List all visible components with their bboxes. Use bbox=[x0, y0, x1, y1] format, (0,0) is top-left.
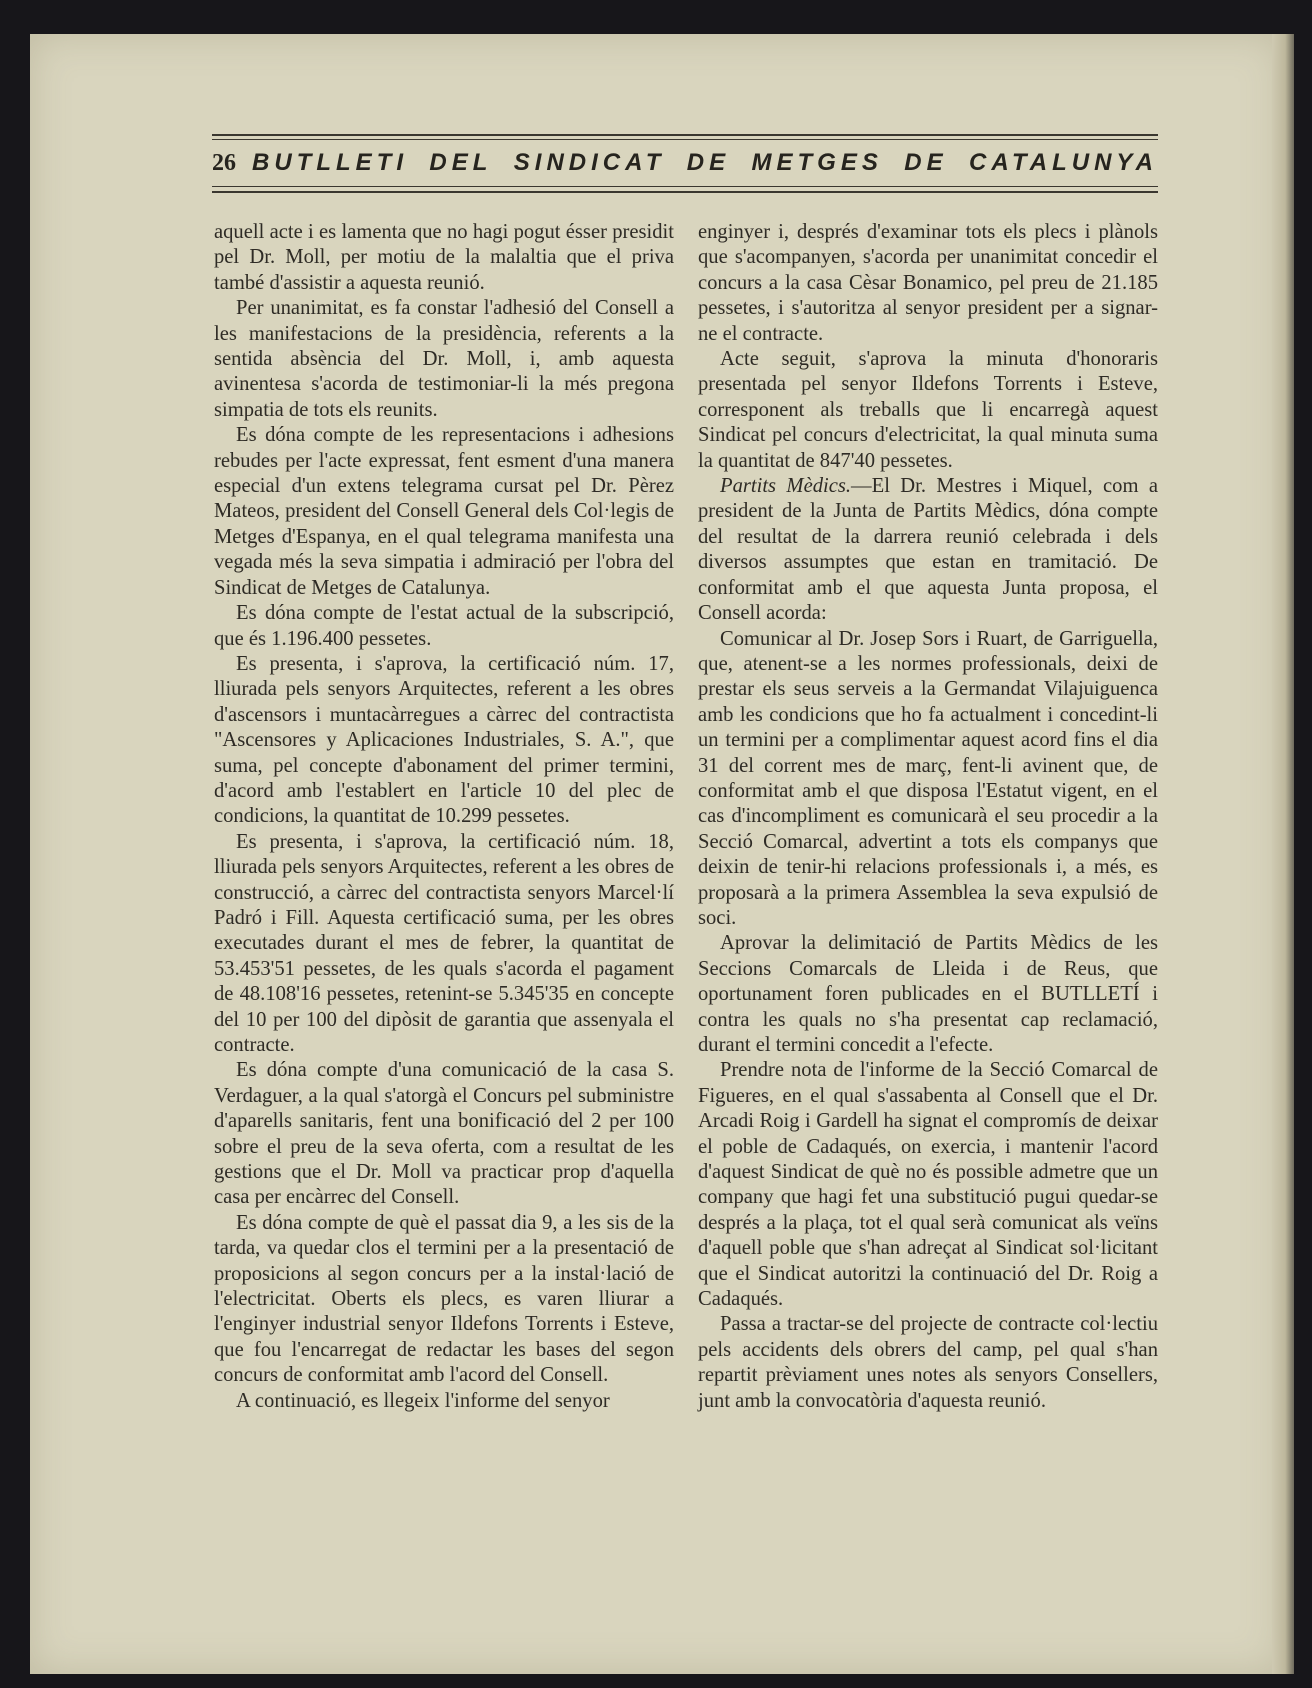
title-word: CATALUNYA bbox=[969, 149, 1158, 176]
header-rule-top-thin bbox=[212, 139, 1158, 140]
paragraph: Passa a tractar-se del projecte de contracte col·lectiu pels accidents dels obrers del camp, pel qual s'han repartit prèviament unes notes als senyors Consellers, junt amb la convocatòria d'aquesta reunió. bbox=[698, 1313, 1158, 1412]
header-row bbox=[212, 147, 1158, 179]
right-column bbox=[698, 220, 1158, 1414]
title-word: DEL bbox=[429, 149, 493, 176]
title-word: BUTLLETI bbox=[252, 149, 408, 176]
header-rule-bottom-thin bbox=[212, 186, 1158, 187]
header-rule-top bbox=[212, 134, 1158, 136]
paragraph: Prendre nota de l'informe de la Secció Comarcal de Figueres, en el qual s'assabenta al Consell que el Dr. Arcadi Roig i Gardell ha signat el compromís de deixar el poble de Cadaqués, on exercia, i mantenir l'acord d'aquest Sindicat de què no és possible admetre que un company que hagi fet una substitució pugui quedar-se després a la plaça, tot el qual serà comunicat als veïns d'aquell poble que s'han adreçat al Sindicat sol·licitant que el Sindicat autoritzi la continuació del Dr. Roig a Cadaqués. bbox=[698, 1059, 1158, 1311]
paragraph: Es dóna compte de l'estat actual de la subscripció, que és 1.196.400 pessetes. bbox=[214, 602, 674, 650]
section-paragraph bbox=[698, 474, 1158, 626]
paragraph: Es dóna compte de les representacions i adhesions rebudes per l'acte expressat, fent esment d'una manera especial d'un extens telegrama cursat pel Dr. Pèrez Mateos, president del Consell General dels Col·legis de Metges d'Espanya, en el qual telegrama manifesta una vegada més la seva simpatia i admiració per l'obra del Sindicat de Metges de Catalunya. bbox=[214, 424, 674, 599]
title-word: DE bbox=[904, 149, 948, 176]
publication-title bbox=[252, 149, 1158, 177]
paragraph: Comunicar al Dr. Josep Sors i Ruart, de Garriguella, que, atenent-se a les normes professionals, deixi de prestar els seus serveis a la Germandat Vilajuiguenca amb les condicions que ho fa actualment i concedint-li un termini per a complimentar aquest acord fins el dia 31 del corrent mes de març, fent-li avinent que, de conformitat amb el que disposa l'Estatut vigent, en el cas d'incompliment es comunicarà el seu procedir a la Secció Comarcal, advertint a tots els companys que deixin de tenir-hi relacions professionals i, a més, es proposarà a la primera Assemblea la seva expulsió de soci. bbox=[698, 627, 1158, 929]
paragraph: Acte seguit, s'aprova la minuta d'honoraris presentada pel senyor Ildefons Torrents i Esteve, corresponent als treballs que li encarregà aquest Sindicat pel concurs d'electricitat, la qual minuta suma la quantitat de 847'40 pessetes. bbox=[698, 348, 1158, 472]
title-word: SINDICAT bbox=[513, 149, 666, 176]
section-heading: Partits Mèdics. bbox=[720, 475, 852, 498]
section-text: —El Dr. Mestres i Miquel, com a president de la Junta de Partits Mèdics, dóna compte del resultat de la darrera reunió celebrada i dels diversos assumptes que estan en tramitació. De conformitat amb el que aquesta Junta proposa, el Consell acorda: bbox=[698, 475, 1158, 625]
paragraph: Per unanimitat, es fa constar l'adhesió del Consell a les manifestacions de la presidència, referents a la sentida absència del Dr. Moll, i, amb aquesta avinentesa s'acorda de testimoniar-li la més pregona simpatia de tots els reunits. bbox=[214, 297, 674, 421]
paragraph: Es dóna compte d'una comunicació de la casa S. Verdaguer, a la qual s'atorgà el Concurs pel subministre d'aparells sanitaris, fent una bonificació del 2 per 100 sobre el preu de la seva oferta, com a resultat de les gestions que el Dr. Moll va practicar prop d'aquella casa per encàrrec del Consell. bbox=[214, 1059, 674, 1209]
left-column bbox=[214, 220, 674, 1414]
page-edge bbox=[1272, 34, 1294, 1674]
paragraph: A continuació, es llegeix l'informe del senyor bbox=[236, 1389, 610, 1412]
paragraph: aquell acte i es lamenta que no hagi pogut ésser presidit pel Dr. Moll, per motiu de la malaltia que el priva també d'assistir a aquesta reunió. bbox=[214, 221, 674, 294]
title-word: DE bbox=[686, 149, 731, 176]
header-rule-bottom bbox=[212, 191, 1158, 193]
paragraph: Es presenta, i s'aprova, la certificació núm. 17, lliurada pels senyors Arquitectes, referent a les obres d'ascensors i muntacàrregues a càrrec del contractista "Ascensores y Aplicaciones Industriales, S. A.", que suma, pel concepte d'abonament del primer termini, d'acord amb l'establert en l'article 10 del plec de condicions, la quantitat de 10.299 pessetes. bbox=[214, 652, 674, 828]
page-number: 26 bbox=[212, 149, 236, 176]
running-header bbox=[212, 134, 1158, 192]
paragraph: Es presenta, i s'aprova, la certificació núm. 18, lliurada pels senyors Arquitectes, referent a les obres de construcció, a càrrec del contractista senyors Marcel·lí Padró i Fill. Aquesta certificació suma, per les obres executades durant el mes de febrer, la quantitat de 53.453'51 pessetes, de les quals s'acorda el pagament de 48.108'16 pessetes, retenint-se 5.345'35 en concepte del 10 per 100 del dipòsit de garantia que assenyala el contracte. bbox=[214, 830, 674, 1056]
title-word: METGES bbox=[751, 149, 883, 176]
paragraph: Aprovar la delimitació de Partits Mèdics de les Seccions Comarcals de Lleida i de Reus, que oportunament foren publicades en el BUTLLETÍ i contra les quals no s'ha presentat cap reclamació, durant el termini concedit a l'efecte. bbox=[698, 932, 1158, 1056]
paragraph: Es dóna compte de què el passat dia 9, a les sis de la tarda, va quedar clos el termini per a la presentació de proposicions al segon concurs per a la instal·lació de l'electricitat. Oberts els plecs, es varen lliurar a l'enginyer industrial senyor Ildefons Torrents i Esteve, que fou l'encarregat de redactar les bases del segon concurs de conformitat amb l'acord del Consell. bbox=[214, 1211, 674, 1387]
paragraph: enginyer i, després d'examinar tots els plecs i plànols que s'acompanyen, s'acorda per unanimitat concedir el concurs a la casa Cèsar Bonamico, pel preu de 21.185 pessetes, i s'autoritza al senyor president per a signar-ne el contracte. bbox=[698, 221, 1158, 345]
